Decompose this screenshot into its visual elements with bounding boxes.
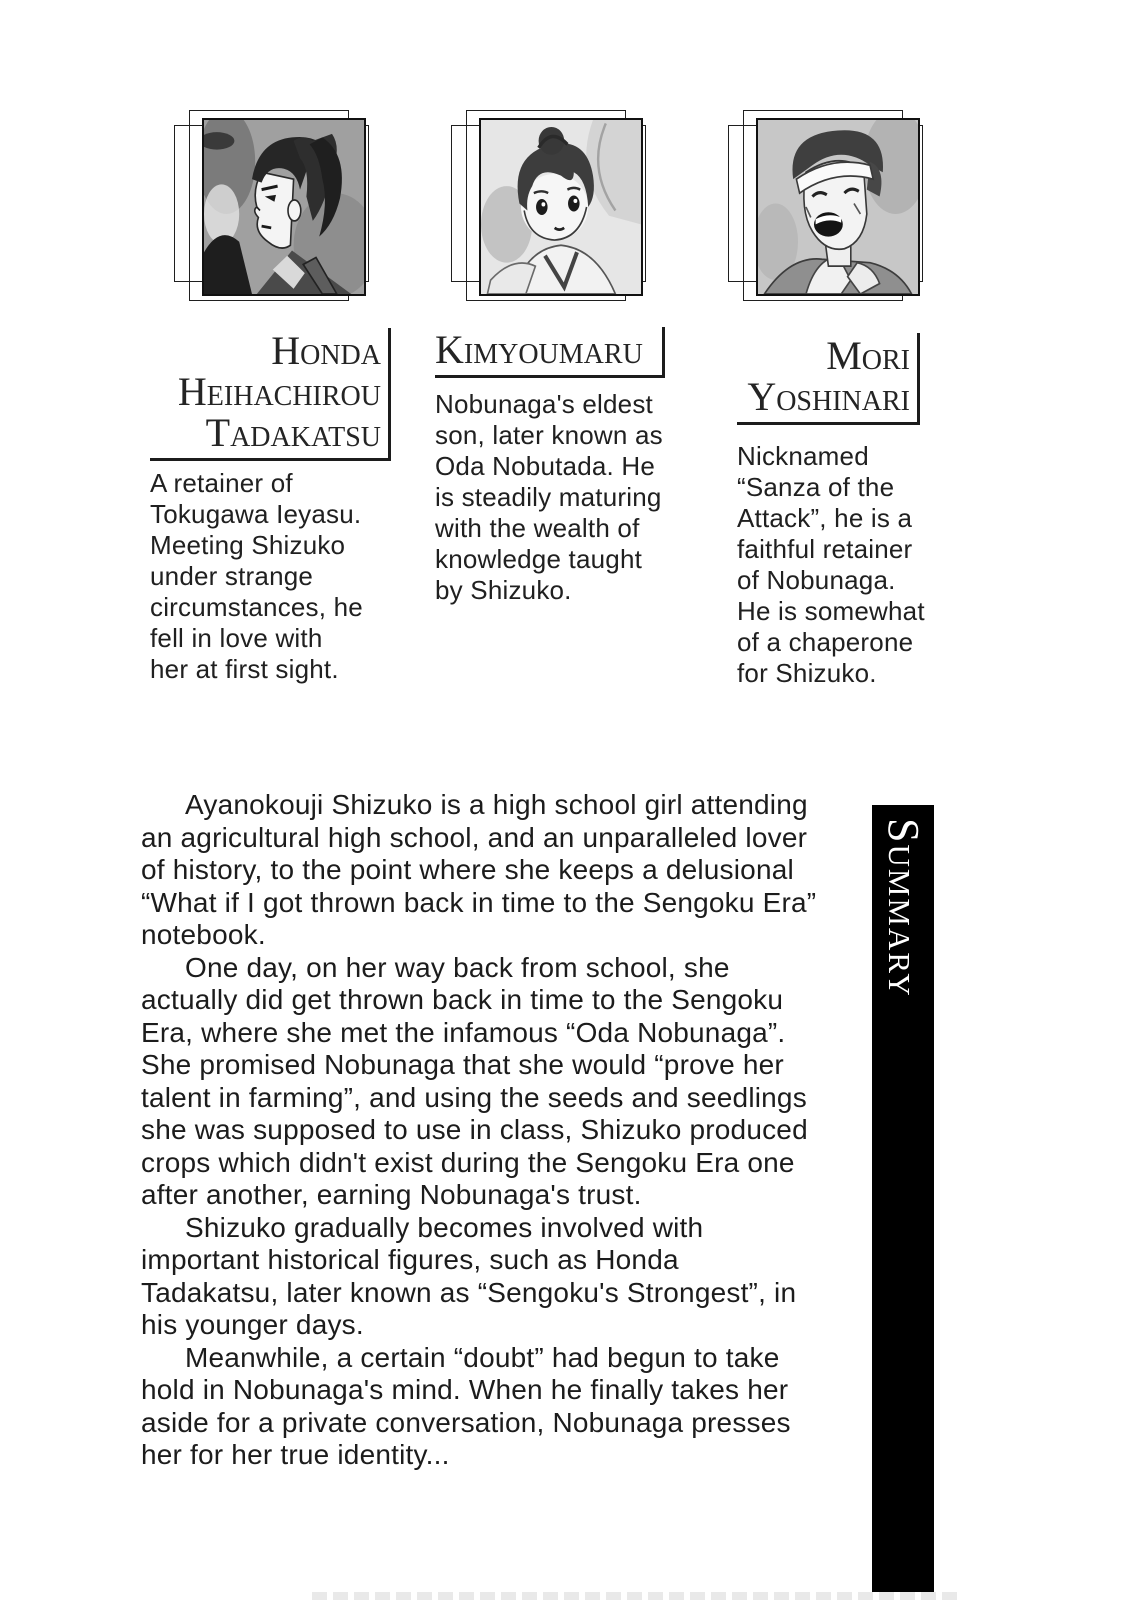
name-line: Heihachirou bbox=[177, 369, 381, 414]
character-name-honda bbox=[150, 328, 391, 461]
name-line: Kimyoumaru bbox=[435, 327, 643, 372]
summary-paragraph: Shizuko gradually becomes involved with important historical figures, such as Honda Tadakatsu, later known as “Sengoku's Strongest”, in his younger days. bbox=[141, 1211, 797, 1340]
summary-paragraph: Meanwhile, a certain “doubt” had begun to take hold in Nobunaga's mind. When he finally takes her aside for a private conversation, Nobunaga presses her for her true identity... bbox=[141, 1341, 791, 1470]
portrait-kimyoumaru-image bbox=[479, 118, 643, 296]
name-line: Tadakatsu bbox=[205, 410, 381, 455]
character-description-honda: A retainer of Tokugawa Ieyasu. Meeting Shizuko under strange circumstances, he fell in love with her at first sight. bbox=[150, 468, 363, 684]
name-line: Yoshinari bbox=[747, 374, 910, 419]
character-name-kimyoumaru bbox=[435, 327, 665, 378]
summary-paragraph: One day, on her way back from school, she actually did get thrown back in time to the Sengoku Era, where she met the infamous “Oda Nobunaga”. She promised Nobunaga that she would “prove her talent in farming”, and using the seeds and seedlings she was supposed to use in class, Shizuko produced crops which didn't exist during the Sengoku Era one after another, earning Nobunaga's trust. bbox=[141, 951, 808, 1210]
bottom-cutoff-watermark bbox=[312, 1592, 960, 1600]
portrait-kimyoumaru bbox=[441, 97, 651, 307]
portrait-honda-heihachirou-tadakatsu bbox=[164, 97, 374, 307]
character-name-mori bbox=[737, 333, 920, 425]
name-line: Mori bbox=[826, 333, 910, 378]
summary-text bbox=[141, 789, 823, 1472]
portrait-mori-yoshinari bbox=[718, 97, 928, 307]
summary-paragraph: Ayanokouji Shizuko is a high school girl attending an agricultural high school, and an unparalleled lover of history, to the point where she keeps a delusional “What if I got thrown back in time to the Sengoku Era” notebook. bbox=[141, 789, 817, 950]
character-description-mori: Nicknamed “Sanza of the Attack”, he is a faithful retainer of Nobunaga. He is somewhat of a chaperone for Shizuko. bbox=[737, 441, 925, 688]
character-description-kimyoumaru: Nobunaga's eldest son, later known as Oda Nobutada. He is steadily maturing with the wealth of knowledge taught by Shizuko. bbox=[435, 389, 663, 605]
portrait-mori-image bbox=[756, 118, 920, 296]
summary-sidebar bbox=[872, 805, 934, 1600]
summary-label: Summary bbox=[879, 818, 928, 998]
portrait-honda-image bbox=[202, 118, 366, 296]
name-line: Honda bbox=[271, 328, 381, 373]
